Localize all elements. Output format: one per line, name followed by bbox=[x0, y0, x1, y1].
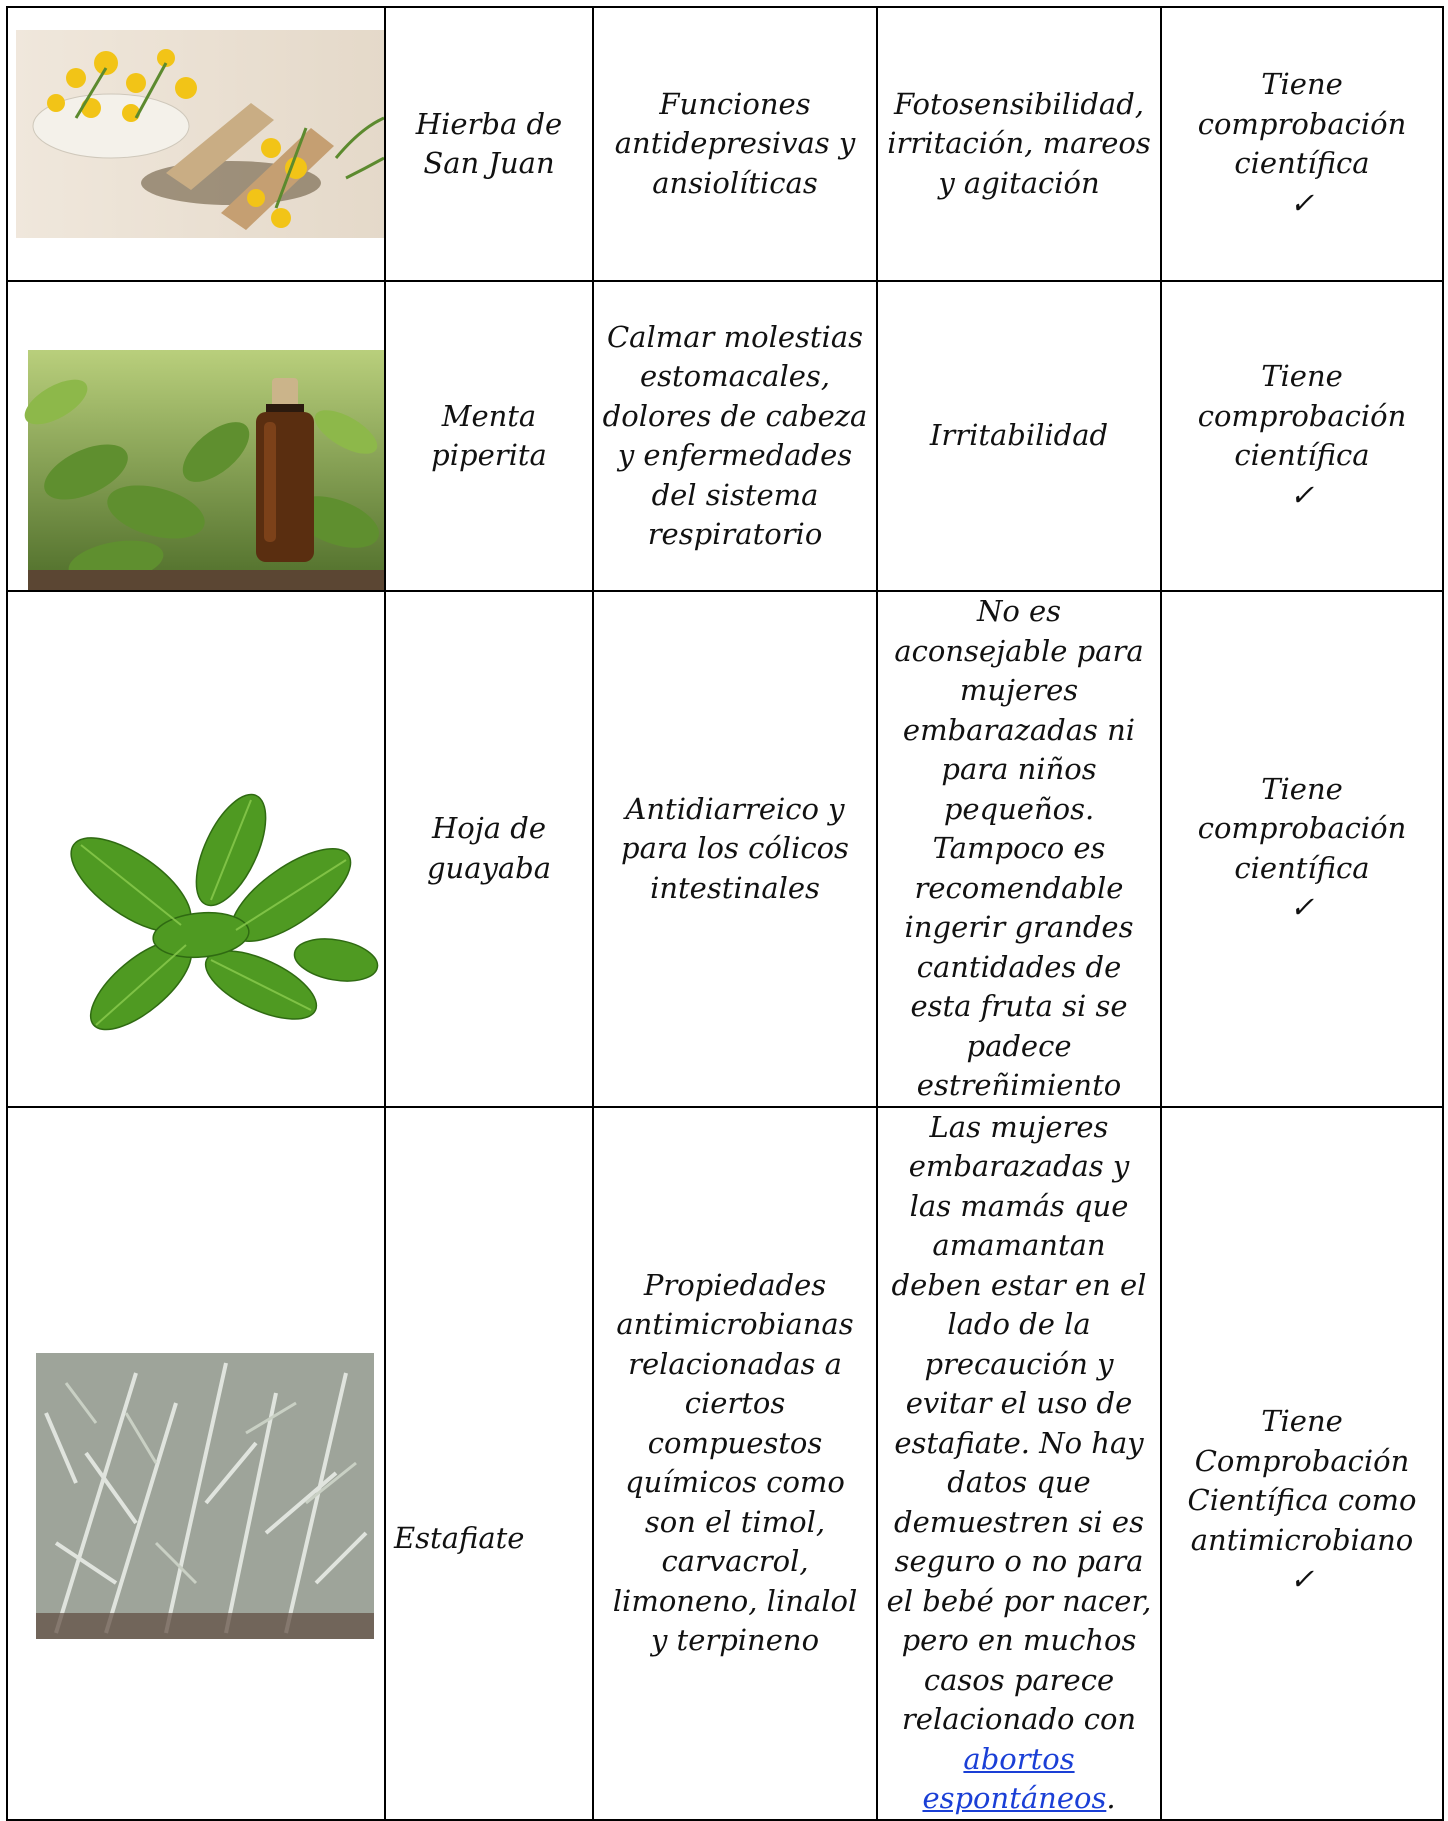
guava-leaf-image bbox=[16, 630, 385, 1068]
effects-cell bbox=[877, 1107, 1161, 1820]
evidence-cell bbox=[1161, 591, 1443, 1107]
herb-name-cell bbox=[385, 1107, 593, 1820]
herb-effects: Las mujeres embarazadas y las mamás que amamantan deben estar en el lado de la precaución y evitar el uso de estafiate. No hay datos que demuestren si es seguro o no para el bebé por nacer, pero en muchos casos parece relacionado con bbox=[886, 1109, 1152, 1736]
herb-functions: Funciones antidepresivas y ansiolíticas bbox=[614, 86, 856, 200]
herb-effects: Irritabilidad bbox=[929, 418, 1109, 453]
evidence-cell bbox=[1161, 1107, 1443, 1820]
evidence-cell bbox=[1161, 281, 1443, 591]
herbs-table bbox=[6, 6, 1444, 1821]
check-icon: ✓ bbox=[1289, 1562, 1315, 1597]
functions-cell bbox=[593, 7, 877, 281]
evidence-text: Tiene Comprobación Científica como antimicrobiano bbox=[1187, 1404, 1417, 1557]
functions-cell bbox=[593, 281, 877, 591]
herb-effects: No es aconsejable para mujeres embarazadas ni para niños pequeños. Tampoco es recomendable ingerir grandes cantidades de esta fruta si se padece estreñimiento bbox=[894, 594, 1144, 1102]
check-icon: ✓ bbox=[1289, 477, 1315, 512]
herb-effects: Fotosensibilidad, irritación, mareos y agitación bbox=[887, 86, 1151, 200]
evidence-text: Tiene comprobación científica bbox=[1197, 771, 1407, 885]
evidence-text: Tiene comprobación científica bbox=[1197, 359, 1407, 472]
evidence-text: Tiene comprobación científica bbox=[1197, 67, 1407, 180]
evidence-cell bbox=[1161, 7, 1443, 281]
check-icon: ✓ bbox=[1289, 890, 1315, 925]
herb-functions: Propiedades antimicrobianas relacionadas a ciertos compuestos químicos como son el timol, carvacrol, limoneno, linalol y terpineno bbox=[612, 1267, 858, 1657]
effects-cell bbox=[877, 591, 1161, 1107]
herb-name-cell bbox=[385, 591, 593, 1107]
herb-name-cell bbox=[385, 281, 593, 591]
effects-cell bbox=[877, 7, 1161, 281]
herb-functions: Antidiarreico y para los cólicos intestinales bbox=[621, 791, 849, 905]
herb-name: Hierba de San Juan bbox=[415, 106, 563, 180]
table-row bbox=[7, 281, 1443, 591]
miscarriage-link[interactable]: abortos espontáneos bbox=[922, 1741, 1107, 1815]
functions-cell bbox=[593, 591, 877, 1107]
image-cell bbox=[7, 591, 385, 1107]
image-cell bbox=[7, 1107, 385, 1820]
herb-name: Hoja de guayaba bbox=[426, 811, 552, 885]
herb-name-cell bbox=[385, 7, 593, 281]
estafiate-image bbox=[16, 1283, 385, 1643]
st-johns-wort-image bbox=[16, 8, 385, 280]
check-icon: ✓ bbox=[1289, 185, 1315, 220]
peppermint-image bbox=[16, 282, 385, 590]
effects-cell bbox=[877, 281, 1161, 591]
functions-cell bbox=[593, 1107, 877, 1820]
image-cell bbox=[7, 281, 385, 591]
table-row bbox=[7, 591, 1443, 1107]
herb-name: Estafiate bbox=[394, 1520, 525, 1555]
effects-end: . bbox=[1106, 1781, 1116, 1815]
table-row bbox=[7, 1107, 1443, 1820]
table-row bbox=[7, 7, 1443, 281]
herb-functions: Calmar molestias estomacales, dolores de cabeza y enfermedades del sistema respiratorio bbox=[602, 319, 868, 551]
herb-name: Menta piperita bbox=[431, 398, 547, 472]
image-cell bbox=[7, 7, 385, 281]
